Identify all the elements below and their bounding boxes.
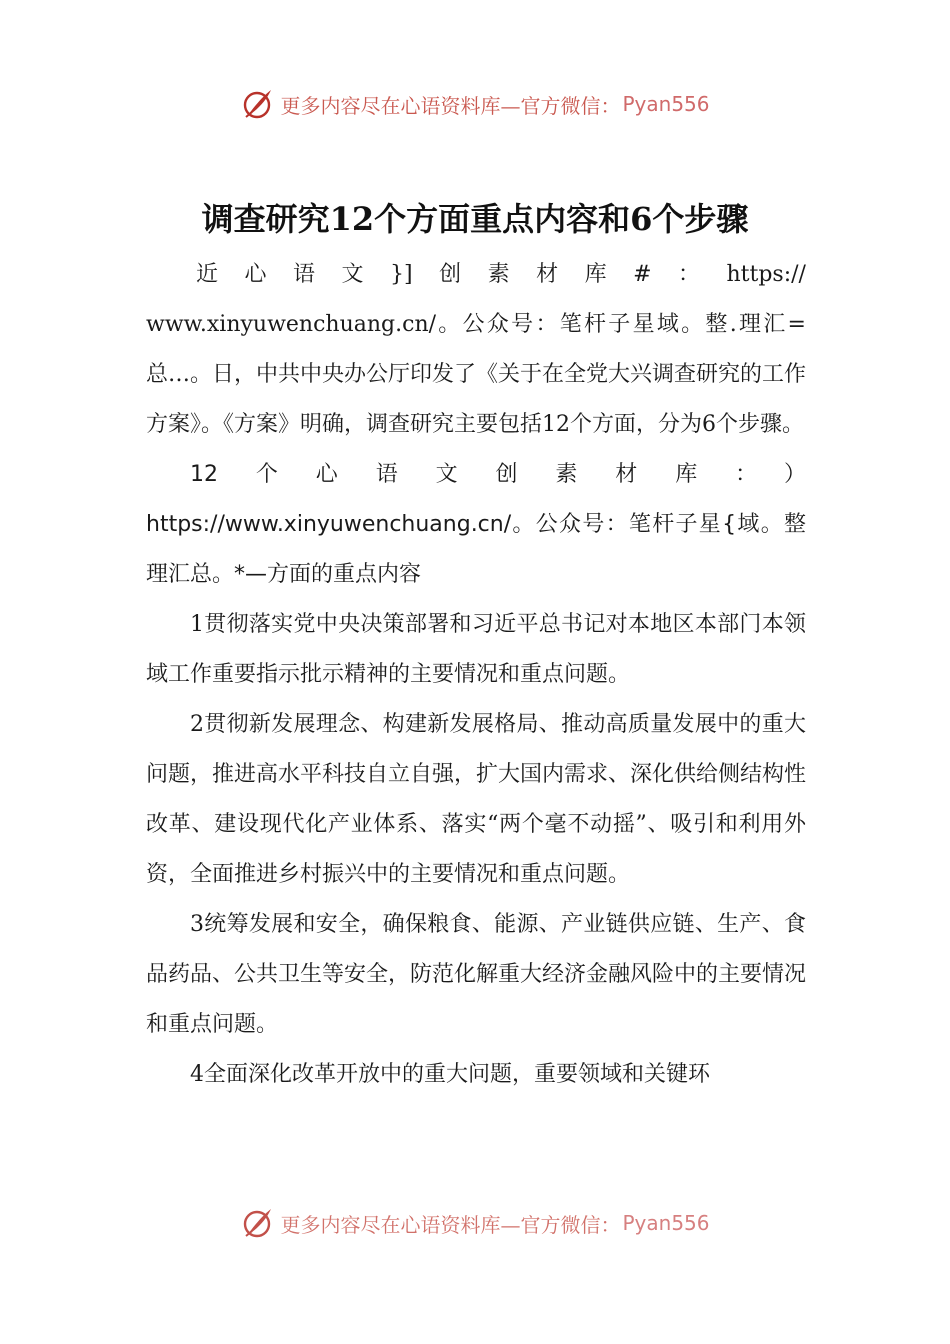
list-item: 3统筹发展和安全，确保粮食、能源、产业链供应链、生产、食品药品、公共卫生等安全，防范化解重大经济金融风险中的主要情况和重点问题。 — [146, 912, 807, 1037]
watermark-text: 更多内容尽在心语资料库—官方微信： — [280, 1212, 621, 1237]
intro-char: 素 — [487, 262, 510, 287]
intro-paragraph-rest: www.xinyuwenchuang.cn/。公众号：笔杆子星域。整.理汇=总…。日，中共中央办公厅印发了《关于在全党大兴调查研究的工作方案》。《方案》明确，调查研究主要包括12个方面，分为6个步骤。 — [146, 312, 807, 437]
header-watermark — [0, 84, 950, 124]
intro-char: 心 — [244, 262, 267, 287]
intro-char: # — [633, 262, 652, 287]
intro-char: }] — [390, 262, 413, 287]
document-body — [146, 250, 806, 1100]
intro-char: 创 — [439, 262, 462, 287]
list-item: 4全面深化改革开放中的重大问题，重要领域和关键环 — [190, 1062, 710, 1087]
watermark-text: 更多内容尽在心语资料库—官方微信： — [280, 93, 621, 118]
intro-char: https:// — [726, 262, 806, 287]
intro-char: ： — [678, 262, 701, 287]
document-title: 调查研究12个方面重点内容和6个步骤 — [201, 200, 749, 238]
watermark-handle: Pyan556 — [622, 92, 710, 116]
intro-char: 语 — [293, 262, 316, 287]
list-item: 2贯彻新发展理念、构建新发展格局、推动高质量发展中的重大问题，推进高水平科技自立自强，扩大国内需求、深化供给侧结构性改革、建设现代化产业体系、落实“两个毫不动摇”、吸引和利用外资，全面推进乡村振兴中的主要情况和重点问题。 — [146, 712, 807, 887]
quill-logo-icon — [240, 1206, 274, 1240]
intro-char: 文 — [341, 262, 364, 287]
quill-logo-icon — [240, 87, 274, 121]
section-heading-paragraph: 12个心语文创素材库：）https://www.xinyuwenchuang.cn/。公众号：笔杆子星{域。整理汇总。*—方面的重点内容 — [146, 462, 806, 587]
intro-char: 材 — [536, 262, 559, 287]
watermark-handle: Pyan556 — [622, 1211, 710, 1235]
footer-watermark — [0, 1203, 950, 1243]
intro-char: 库 — [584, 262, 607, 287]
list-item: 1贯彻落实党中央决策部署和习近平总书记对本地区本部门本领域工作重要指示批示精神的主要情况和重点问题。 — [146, 612, 806, 687]
intro-first-line — [146, 250, 806, 300]
intro-char: 近 — [196, 262, 219, 287]
